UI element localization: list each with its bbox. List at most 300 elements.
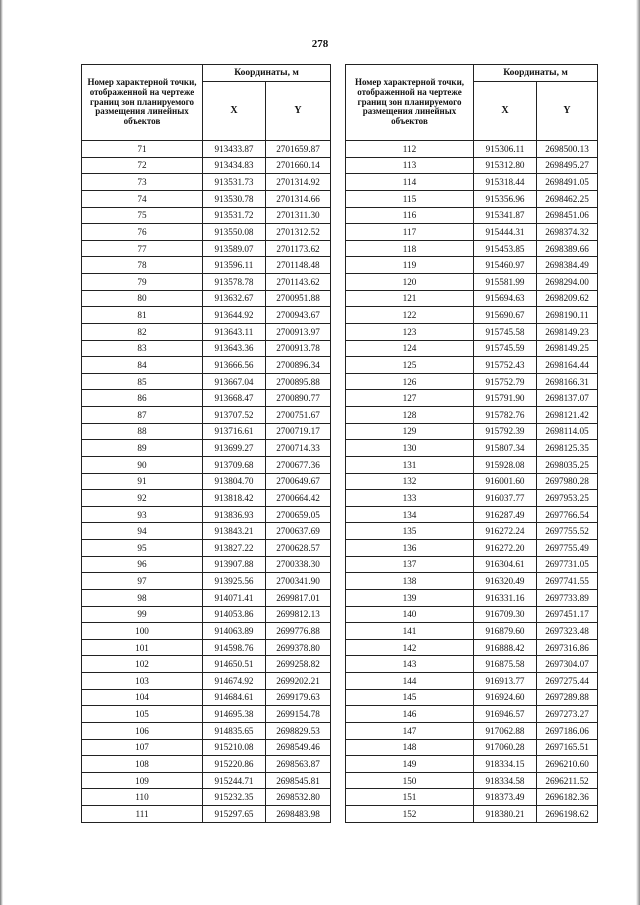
x-coordinate-cell: 913843.21 (203, 523, 266, 540)
y-coordinate-cell: 2698549.46 (266, 739, 331, 756)
point-number-cell: 129 (346, 423, 474, 440)
point-number-cell: 90 (82, 456, 203, 473)
point-number-cell: 84 (82, 357, 203, 374)
point-number-cell: 143 (346, 656, 474, 673)
point-number-cell: 111 (82, 806, 203, 823)
x-coordinate-cell: 914695.38 (203, 706, 266, 723)
table-row (346, 673, 598, 690)
table-row (82, 190, 331, 207)
point-number-cell: 80 (82, 290, 203, 307)
x-coordinate-cell: 915752.43 (474, 357, 537, 374)
x-coordinate-cell: 915297.65 (203, 806, 266, 823)
x-coordinate-cell: 913589.07 (203, 240, 266, 257)
x-coordinate-cell: 916879.60 (474, 623, 537, 640)
table-row (82, 639, 331, 656)
x-coordinate-cell: 913668.47 (203, 390, 266, 407)
coordinates-header: Координаты, м (203, 65, 331, 82)
x-coordinate-cell: 913434.83 (203, 157, 266, 174)
table-row (82, 806, 331, 823)
table-row (82, 224, 331, 241)
y-coordinate-cell: 2700890.77 (266, 390, 331, 407)
x-coordinate-cell: 915782.76 (474, 407, 537, 424)
y-coordinate-cell: 2701173.62 (266, 240, 331, 257)
point-number-cell: 93 (82, 506, 203, 523)
y-coordinate-cell: 2697289.88 (537, 689, 598, 706)
table-row (346, 407, 598, 424)
point-number-cell: 122 (346, 307, 474, 324)
y-coordinate-cell: 2699817.01 (266, 589, 331, 606)
y-coordinate-cell: 2698389.66 (537, 240, 598, 257)
point-number-cell: 146 (346, 706, 474, 723)
point-number-cell: 148 (346, 739, 474, 756)
y-coordinate-cell: 2698563.87 (266, 756, 331, 773)
point-number-cell: 92 (82, 490, 203, 507)
x-coordinate-cell: 915341.87 (474, 207, 537, 224)
point-number-cell: 89 (82, 440, 203, 457)
point-number-cell: 118 (346, 240, 474, 257)
x-coordinate-cell: 913818.42 (203, 490, 266, 507)
point-number-cell: 123 (346, 323, 474, 340)
y-coordinate-cell: 2701148.48 (266, 257, 331, 274)
table-row (346, 806, 598, 823)
point-number-cell: 119 (346, 257, 474, 274)
y-coordinate-cell: 2698166.31 (537, 373, 598, 390)
x-coordinate-cell: 913925.56 (203, 573, 266, 590)
x-coordinate-cell: 913531.72 (203, 207, 266, 224)
x-coordinate-cell: 913667.04 (203, 373, 266, 390)
point-number-cell: 144 (346, 673, 474, 690)
y-coordinate-cell: 2697275.44 (537, 673, 598, 690)
table-row (346, 224, 598, 241)
table-row (82, 673, 331, 690)
y-coordinate-cell: 2700951.88 (266, 290, 331, 307)
x-coordinate-cell: 915928.08 (474, 456, 537, 473)
y-coordinate-cell: 2698121.42 (537, 407, 598, 424)
x-coordinate-cell: 915807.34 (474, 440, 537, 457)
table-row (346, 772, 598, 789)
x-column-header: X (203, 82, 266, 141)
point-number-cell: 142 (346, 639, 474, 656)
table-row (346, 307, 598, 324)
table-row (346, 639, 598, 656)
x-coordinate-cell: 915210.08 (203, 739, 266, 756)
y-coordinate-cell: 2696182.36 (537, 789, 598, 806)
y-coordinate-cell: 2697953.25 (537, 490, 598, 507)
table-row (82, 656, 331, 673)
y-coordinate-cell: 2698500.13 (537, 141, 598, 158)
x-coordinate-cell: 916287.49 (474, 506, 537, 523)
x-coordinate-cell: 913644.92 (203, 307, 266, 324)
x-coordinate-cell: 913530.78 (203, 190, 266, 207)
point-number-cell: 107 (82, 739, 203, 756)
table-row (346, 656, 598, 673)
x-coordinate-cell: 916037.77 (474, 490, 537, 507)
x-coordinate-cell: 915460.97 (474, 257, 537, 274)
y-coordinate-cell: 2697304.07 (537, 656, 598, 673)
y-coordinate-cell: 2697733.89 (537, 589, 598, 606)
table-row (82, 589, 331, 606)
y-coordinate-cell: 2700649.67 (266, 473, 331, 490)
x-coordinate-cell: 914063.89 (203, 623, 266, 640)
table-row (82, 240, 331, 257)
point-number-cell: 87 (82, 407, 203, 424)
x-coordinate-cell: 913550.08 (203, 224, 266, 241)
table-row (346, 756, 598, 773)
point-number-cell: 72 (82, 157, 203, 174)
point-number-cell: 124 (346, 340, 474, 357)
table-row (346, 323, 598, 340)
point-number-cell: 96 (82, 556, 203, 573)
table-row (82, 706, 331, 723)
x-coordinate-cell: 913643.11 (203, 323, 266, 340)
y-coordinate-cell: 2698495.27 (537, 157, 598, 174)
x-coordinate-cell: 917062.88 (474, 722, 537, 739)
point-number-cell: 102 (82, 656, 203, 673)
table-row (346, 423, 598, 440)
table-row (346, 623, 598, 640)
y-coordinate-cell: 2698532.80 (266, 789, 331, 806)
x-coordinate-cell: 915444.31 (474, 224, 537, 241)
x-coordinate-cell: 915232.35 (203, 789, 266, 806)
table-row (346, 357, 598, 374)
table-row (82, 556, 331, 573)
x-coordinate-cell: 913836.93 (203, 506, 266, 523)
y-coordinate-cell: 2701312.52 (266, 224, 331, 241)
y-coordinate-cell: 2700677.36 (266, 456, 331, 473)
x-coordinate-cell: 914071.41 (203, 589, 266, 606)
y-coordinate-cell: 2696210.60 (537, 756, 598, 773)
y-coordinate-cell: 2699154.78 (266, 706, 331, 723)
point-number-cell: 88 (82, 423, 203, 440)
y-coordinate-cell: 2701314.92 (266, 174, 331, 191)
y-coordinate-cell: 2700943.67 (266, 307, 331, 324)
x-coordinate-cell: 915356.96 (474, 190, 537, 207)
y-column-header: Y (266, 82, 331, 141)
table-row (82, 423, 331, 440)
point-number-cell: 112 (346, 141, 474, 158)
point-number-cell: 141 (346, 623, 474, 640)
table-row (82, 390, 331, 407)
y-coordinate-cell: 2700913.78 (266, 340, 331, 357)
x-coordinate-cell: 916875.58 (474, 656, 537, 673)
table-row (82, 540, 331, 557)
point-number-cell: 98 (82, 589, 203, 606)
y-coordinate-cell: 2700341.90 (266, 573, 331, 590)
y-coordinate-cell: 2698149.23 (537, 323, 598, 340)
point-number-cell: 133 (346, 490, 474, 507)
x-coordinate-cell: 913907.88 (203, 556, 266, 573)
x-coordinate-cell: 918334.15 (474, 756, 537, 773)
table-row (346, 689, 598, 706)
y-coordinate-cell: 2697165.51 (537, 739, 598, 756)
y-coordinate-cell: 2698209.62 (537, 290, 598, 307)
y-coordinate-cell: 2697316.86 (537, 639, 598, 656)
point-number-cell: 74 (82, 190, 203, 207)
point-number-cell: 71 (82, 141, 203, 158)
point-number-cell: 139 (346, 589, 474, 606)
y-column-header: Y (537, 82, 598, 141)
point-number-cell: 110 (82, 789, 203, 806)
x-coordinate-cell: 915581.99 (474, 274, 537, 291)
y-coordinate-cell: 2698114.05 (537, 423, 598, 440)
point-number-cell: 121 (346, 290, 474, 307)
x-coordinate-cell: 915306.11 (474, 141, 537, 158)
table-row (82, 722, 331, 739)
x-coordinate-cell: 916001.60 (474, 473, 537, 490)
y-coordinate-cell: 2699202.21 (266, 673, 331, 690)
point-number-cell: 150 (346, 772, 474, 789)
point-number-cell: 149 (346, 756, 474, 773)
x-coordinate-cell: 915752.79 (474, 373, 537, 390)
point-number-cell: 77 (82, 240, 203, 257)
table-row (346, 257, 598, 274)
y-coordinate-cell: 2698374.32 (537, 224, 598, 241)
y-coordinate-cell: 2698545.81 (266, 772, 331, 789)
y-coordinate-cell: 2700714.33 (266, 440, 331, 457)
table-row (346, 490, 598, 507)
x-coordinate-cell: 915745.58 (474, 323, 537, 340)
table-row (82, 789, 331, 806)
table-row (346, 589, 598, 606)
y-coordinate-cell: 2701311.30 (266, 207, 331, 224)
point-number-cell: 138 (346, 573, 474, 590)
table-row (82, 739, 331, 756)
x-coordinate-cell: 913632.67 (203, 290, 266, 307)
y-coordinate-cell: 2697755.49 (537, 540, 598, 557)
x-coordinate-cell: 915312.80 (474, 157, 537, 174)
point-number-cell: 101 (82, 639, 203, 656)
table-row (346, 523, 598, 540)
point-number-cell: 151 (346, 789, 474, 806)
y-coordinate-cell: 2698035.25 (537, 456, 598, 473)
point-number-cell: 81 (82, 307, 203, 324)
point-number-cell: 136 (346, 540, 474, 557)
x-coordinate-cell: 914598.76 (203, 639, 266, 656)
table-row (346, 706, 598, 723)
table-row (82, 573, 331, 590)
y-coordinate-cell: 2699179.63 (266, 689, 331, 706)
table-row (82, 440, 331, 457)
table-row (346, 556, 598, 573)
y-coordinate-cell: 2698491.05 (537, 174, 598, 191)
x-coordinate-cell: 916888.42 (474, 639, 537, 656)
y-coordinate-cell: 2697755.52 (537, 523, 598, 540)
table-row (346, 290, 598, 307)
table-row (346, 473, 598, 490)
x-coordinate-cell: 913578.78 (203, 274, 266, 291)
x-coordinate-cell: 914650.51 (203, 656, 266, 673)
x-coordinate-cell: 913804.70 (203, 473, 266, 490)
x-coordinate-cell: 913433.87 (203, 141, 266, 158)
table-row (346, 456, 598, 473)
x-coordinate-cell: 913709.68 (203, 456, 266, 473)
table-row (346, 390, 598, 407)
point-number-cell: 97 (82, 573, 203, 590)
point-number-cell: 115 (346, 190, 474, 207)
y-coordinate-cell: 2698451.06 (537, 207, 598, 224)
y-coordinate-cell: 2698829.53 (266, 722, 331, 739)
table-row (82, 340, 331, 357)
y-coordinate-cell: 2699258.82 (266, 656, 331, 673)
x-coordinate-cell: 915792.39 (474, 423, 537, 440)
y-coordinate-cell: 2700664.42 (266, 490, 331, 507)
y-coordinate-cell: 2700719.17 (266, 423, 331, 440)
coordinates-table-left (81, 64, 331, 823)
table-row (82, 473, 331, 490)
point-number-cell: 86 (82, 390, 203, 407)
table-row (346, 174, 598, 191)
table-row (82, 772, 331, 789)
table-row (346, 789, 598, 806)
table-row (82, 141, 331, 158)
point-number-cell: 76 (82, 224, 203, 241)
coordinates-header: Координаты, м (474, 65, 598, 82)
point-number-cell: 95 (82, 540, 203, 557)
point-number-cell: 103 (82, 673, 203, 690)
table-row (346, 340, 598, 357)
point-number-cell: 83 (82, 340, 203, 357)
point-number-cell: 104 (82, 689, 203, 706)
y-coordinate-cell: 2698190.11 (537, 307, 598, 324)
x-coordinate-cell: 913707.52 (203, 407, 266, 424)
x-coordinate-cell: 916272.20 (474, 540, 537, 557)
table-row (82, 323, 331, 340)
table-row (82, 357, 331, 374)
y-coordinate-cell: 2698137.07 (537, 390, 598, 407)
y-coordinate-cell: 2700913.97 (266, 323, 331, 340)
table-row (82, 606, 331, 623)
x-coordinate-cell: 915318.44 (474, 174, 537, 191)
x-coordinate-cell: 916272.24 (474, 523, 537, 540)
page-number: 278 (311, 38, 329, 50)
table-row (82, 307, 331, 324)
table-row (82, 456, 331, 473)
x-coordinate-cell: 913716.61 (203, 423, 266, 440)
table-row (82, 274, 331, 291)
table-row (82, 407, 331, 424)
point-number-cell: 79 (82, 274, 203, 291)
x-coordinate-cell: 913596.11 (203, 257, 266, 274)
coordinates-table-right (345, 64, 598, 823)
y-coordinate-cell: 2698462.25 (537, 190, 598, 207)
table-row (346, 722, 598, 739)
y-coordinate-cell: 2700895.88 (266, 373, 331, 390)
point-number-cell: 120 (346, 274, 474, 291)
right-table-body (346, 141, 598, 823)
x-coordinate-cell: 917060.28 (474, 739, 537, 756)
x-coordinate-cell: 915220.86 (203, 756, 266, 773)
point-number-cell: 131 (346, 456, 474, 473)
table-row (346, 440, 598, 457)
y-coordinate-cell: 2701143.62 (266, 274, 331, 291)
point-number-cell: 91 (82, 473, 203, 490)
y-coordinate-cell: 2700659.05 (266, 506, 331, 523)
x-coordinate-cell: 918334.58 (474, 772, 537, 789)
table-row (82, 290, 331, 307)
x-coordinate-cell: 916331.16 (474, 589, 537, 606)
y-coordinate-cell: 2698483.98 (266, 806, 331, 823)
y-coordinate-cell: 2698149.25 (537, 340, 598, 357)
table-row (346, 506, 598, 523)
x-coordinate-cell: 913643.36 (203, 340, 266, 357)
x-coordinate-cell: 913827.22 (203, 540, 266, 557)
x-coordinate-cell: 914684.61 (203, 689, 266, 706)
x-coordinate-cell: 916924.60 (474, 689, 537, 706)
y-coordinate-cell: 2696198.62 (537, 806, 598, 823)
table-row (82, 490, 331, 507)
point-number-cell: 134 (346, 506, 474, 523)
point-number-cell: 108 (82, 756, 203, 773)
point-number-cell: 140 (346, 606, 474, 623)
y-coordinate-cell: 2696211.52 (537, 772, 598, 789)
point-number-cell: 78 (82, 257, 203, 274)
x-coordinate-cell: 913666.56 (203, 357, 266, 374)
y-coordinate-cell: 2701314.66 (266, 190, 331, 207)
y-coordinate-cell: 2697186.06 (537, 722, 598, 739)
point-number-cell: 105 (82, 706, 203, 723)
y-coordinate-cell: 2699378.80 (266, 639, 331, 656)
point-number-cell: 137 (346, 556, 474, 573)
point-number-cell: 99 (82, 606, 203, 623)
y-coordinate-cell: 2698125.35 (537, 440, 598, 457)
table-row (82, 257, 331, 274)
x-coordinate-cell: 918380.21 (474, 806, 537, 823)
point-number-cell: 126 (346, 373, 474, 390)
point-number-cell: 135 (346, 523, 474, 540)
table-row (82, 373, 331, 390)
point-number-cell: 152 (346, 806, 474, 823)
table-row (82, 174, 331, 191)
x-coordinate-cell: 916709.30 (474, 606, 537, 623)
y-coordinate-cell: 2700896.34 (266, 357, 331, 374)
y-coordinate-cell: 2700751.67 (266, 407, 331, 424)
x-coordinate-cell: 915745.59 (474, 340, 537, 357)
x-coordinate-cell: 915244.71 (203, 772, 266, 789)
table-row (82, 689, 331, 706)
x-coordinate-cell: 914053.86 (203, 606, 266, 623)
y-coordinate-cell: 2701660.14 (266, 157, 331, 174)
table-row (346, 240, 598, 257)
point-number-cell: 127 (346, 390, 474, 407)
x-column-header: X (474, 82, 537, 141)
point-number-cell: 116 (346, 207, 474, 224)
y-coordinate-cell: 2698384.49 (537, 257, 598, 274)
x-coordinate-cell: 915453.85 (474, 240, 537, 257)
scan-edge-left (0, 0, 3, 905)
table-row (82, 756, 331, 773)
table-row (346, 540, 598, 557)
y-coordinate-cell: 2699812.13 (266, 606, 331, 623)
point-number-cell: 113 (346, 157, 474, 174)
y-coordinate-cell: 2701659.87 (266, 141, 331, 158)
table-row (82, 157, 331, 174)
table-row (82, 506, 331, 523)
point-number-cell: 130 (346, 440, 474, 457)
point-number-cell: 145 (346, 689, 474, 706)
point-number-cell: 94 (82, 523, 203, 540)
point-number-cell: 106 (82, 722, 203, 739)
y-coordinate-cell: 2700637.69 (266, 523, 331, 540)
x-coordinate-cell: 914835.65 (203, 722, 266, 739)
table-row (346, 274, 598, 291)
table-row (346, 573, 598, 590)
x-coordinate-cell: 913531.73 (203, 174, 266, 191)
point-number-header: Номер характерной точки, отображенной на чертеже границ зон планируемого размещения линейных объектов (82, 65, 203, 141)
y-coordinate-cell: 2697741.55 (537, 573, 598, 590)
y-coordinate-cell: 2697731.05 (537, 556, 598, 573)
y-coordinate-cell: 2697273.27 (537, 706, 598, 723)
x-coordinate-cell: 915694.63 (474, 290, 537, 307)
